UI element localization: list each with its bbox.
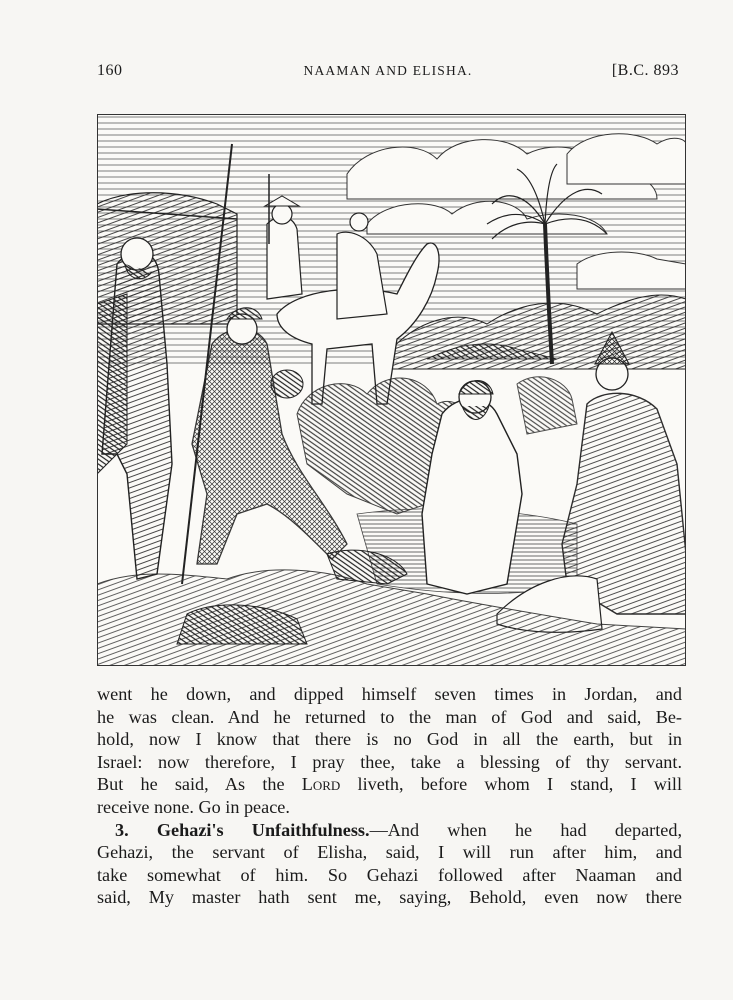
- body-text: [97, 683, 682, 909]
- section-title: Gehazi's Unfaithfulness.: [156, 819, 370, 840]
- running-header: [97, 62, 679, 86]
- text-line: he was clean. And he returned to the man of God and said, Be-: [97, 706, 682, 727]
- text-fragment: —And when he had departed,: [369, 819, 682, 840]
- engraving-illustration: [97, 114, 686, 666]
- text-line: [97, 773, 682, 796]
- date-marker: [B.C. 893: [611, 62, 679, 79]
- page-number: 160: [97, 62, 123, 79]
- text-line: Israel: now therefore, I pray thee, take a blessing of thy servant.: [97, 751, 682, 772]
- section-heading-line: [97, 819, 682, 842]
- text-line: went he down, and dipped himself seven times in Jordan, and: [97, 684, 682, 704]
- text-fragment: But he said, As the: [97, 774, 302, 795]
- section-number: 3.: [115, 819, 129, 840]
- text-line: said, My master hath sent me, saying, Behold, even now there: [97, 887, 682, 908]
- text-line: hold, now I know that there is no God in all the earth, but in: [97, 729, 682, 750]
- text-line: receive none. Go in peace.: [97, 796, 290, 817]
- running-title: NAAMAN AND ELISHA.: [303, 63, 473, 78]
- text-line: take somewhat of him. So Gehazi followed after Naaman and: [97, 864, 682, 885]
- engraving-naaman-dipping-in-jordan-icon: [97, 114, 686, 666]
- text-fragment: liveth, before whom I stand, I will: [340, 774, 683, 795]
- text-line: Gehazi, the servant of Elisha, said, I will run after him, and: [97, 842, 682, 863]
- lord-smallcaps: Lord: [301, 774, 341, 795]
